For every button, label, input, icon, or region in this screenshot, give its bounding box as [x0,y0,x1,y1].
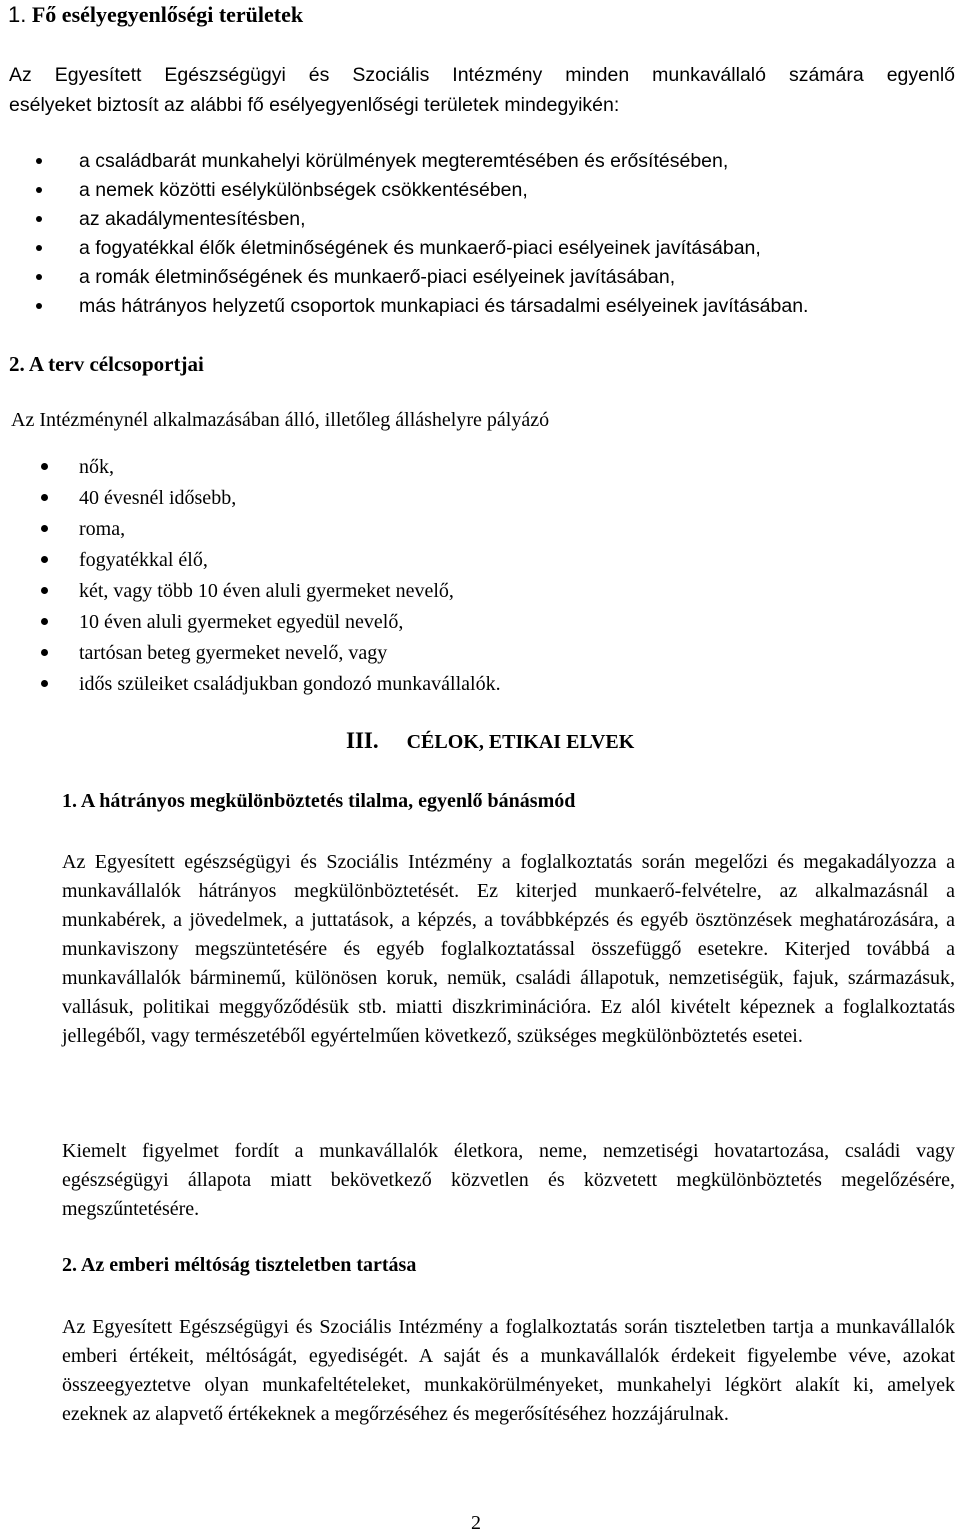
list-item [0,545,501,576]
list-item-text: a romák életminőségének és munkaerő-piaci esélyeinek javításában, [79,266,676,288]
bullet-icon [41,587,48,594]
chapter-3-heading [346,728,634,754]
list-item [0,205,808,234]
section-1-title: Fő esélyegyenlőségi területek [31,2,304,27]
bullet-icon [41,680,48,687]
bullet-icon [41,494,48,501]
bullet-icon [41,463,48,470]
subsection-2-heading: 2. Az emberi méltóság tiszteletben tartása [62,1254,417,1276]
list-item-text: az akadálymentesítésben, [79,208,306,230]
bullet-icon [36,187,42,193]
list-item [0,669,501,700]
section-1-intro-line-2: esélyeket biztosít az alábbi fő esélyegyenlőségi területek mindegyikén: [9,94,620,116]
bullet-icon [41,649,48,656]
list-item [0,234,808,263]
section-2-heading: 2. A terv célcsoportjai [9,352,204,376]
bullet-icon [36,274,42,280]
bullet-icon [36,303,42,309]
bullet-icon [36,216,42,222]
list-item [0,607,501,638]
list-item-text: 40 évesnél idősebb, [79,487,237,509]
equality-areas-list [0,147,808,321]
list-item-text: nők, [79,456,114,478]
subsection-1-paragraph-2: Kiemelt figyelmet fordít a munkavállalók életkora, neme, nemzetiségi hovatartozása, családi vagy egészségügyi állapota miatt bekövetkező közvetlen és közvetett megkülönböztetés megelőzésére, megszűntetésére. [62,1140,955,1220]
list-item-text: más hátrányos helyzetű csoportok munkapiaci és társadalmi esélyeinek javításában. [79,295,809,317]
bullet-icon [36,245,42,251]
section-1-intro-line-1: Az Egyesített Egészségügyi és Szociális Intézmény minden munkavállaló számára egyenlő [9,64,955,86]
chapter-3-roman-numeral: III. [346,728,379,753]
list-item [0,263,808,292]
list-item-text: 10 éven aluli gyermeket egyedül nevelő, [79,611,404,633]
list-item [0,452,501,483]
list-item-text: roma, [79,518,126,540]
section-2-intro: Az Intézménynél alkalmazásában álló, illetőleg álláshelyre pályázó [11,409,550,431]
subsection-1-heading: 1. A hátrányos megkülönböztetés tilalma, egyenlő bánásmód [62,790,576,812]
list-item-text: a fogyatékkal élők életminőségének és munkaerő-piaci esélyeinek javításában, [79,237,761,259]
bullet-icon [41,525,48,532]
list-item-text: a családbarát munkahelyi körülmények megteremtésében és erősítésében, [79,150,729,172]
subsection-1-paragraph-1: Az Egyesített egészségügyi és Szociális Intézmény a foglalkoztatás során megelőzi és megakadályozza a munkavállalók hátrányos megkülönböztetését. Ez kiterjed munkaerő-felvételre, az alkalmazásnál a munkabérek, a jövedelmek, a juttatások, a képzés, a továbbképzés és egyéb ösztönzések meghatározására, a munkaviszony megszüntetésére és egyéb foglalkoztatással összefüggő esetekre. Kiterjed továbbá a munkavállalók bárminemű, különösen koruk, nemük, családi állapotuk, nemzetiségük, fajuk, származásuk, vallásuk, politikai meggyőződésük stb. miatti diszkriminációra. Ez alól kivételt képeznek a foglalkoztatás jellegéből, vagy természetéből egyértelműen következő, szükséges megkülönböztetés esetei. [62,851,955,1047]
list-item [0,576,501,607]
list-item [0,176,808,205]
bullet-icon [41,556,48,563]
list-item-text: két, vagy több 10 éven aluli gyermeket nevelő, [79,580,454,602]
list-item-text: a nemek közötti esélykülönbségek csökkentésében, [79,179,528,201]
target-groups-list [0,452,501,700]
bullet-icon [36,158,42,164]
list-item [0,147,808,176]
section-1-intro [9,60,955,120]
list-item [0,483,501,514]
subsection-2-paragraph-1: Az Egyesített Egészségügyi és Szociális Intézmény a foglalkoztatás során tiszteletben tartja a munkavállalók emberi értékeit, méltóságát, egyediségét. A saját és a munkavállalók érdekeit figyelembe véve, azokat összeegyeztetve olyan munkafeltételeket, munkakörülményeket, munkahelyi légkört alakít ki, amelyek ezeknek az alapvető értékeknek a megőrzéséhez és megerősítéséhez hozzájárulnak. [62,1316,955,1425]
list-item-text: tartósan beteg gyermeket nevelő, vagy [79,642,388,664]
bullet-icon [41,618,48,625]
section-1-number: 1. [8,2,27,27]
list-item-text: fogyatékkal élő, [79,549,208,571]
list-item-text: idős szüleiket családjukban gondozó munkavállalók. [79,673,501,695]
list-item [0,638,501,669]
list-item [0,292,808,321]
page-number: 2 [471,1512,481,1534]
chapter-3-title: CÉLOK, ETIKAI ELVEK [406,731,635,753]
section-1-heading [8,2,303,28]
list-item [0,514,501,545]
